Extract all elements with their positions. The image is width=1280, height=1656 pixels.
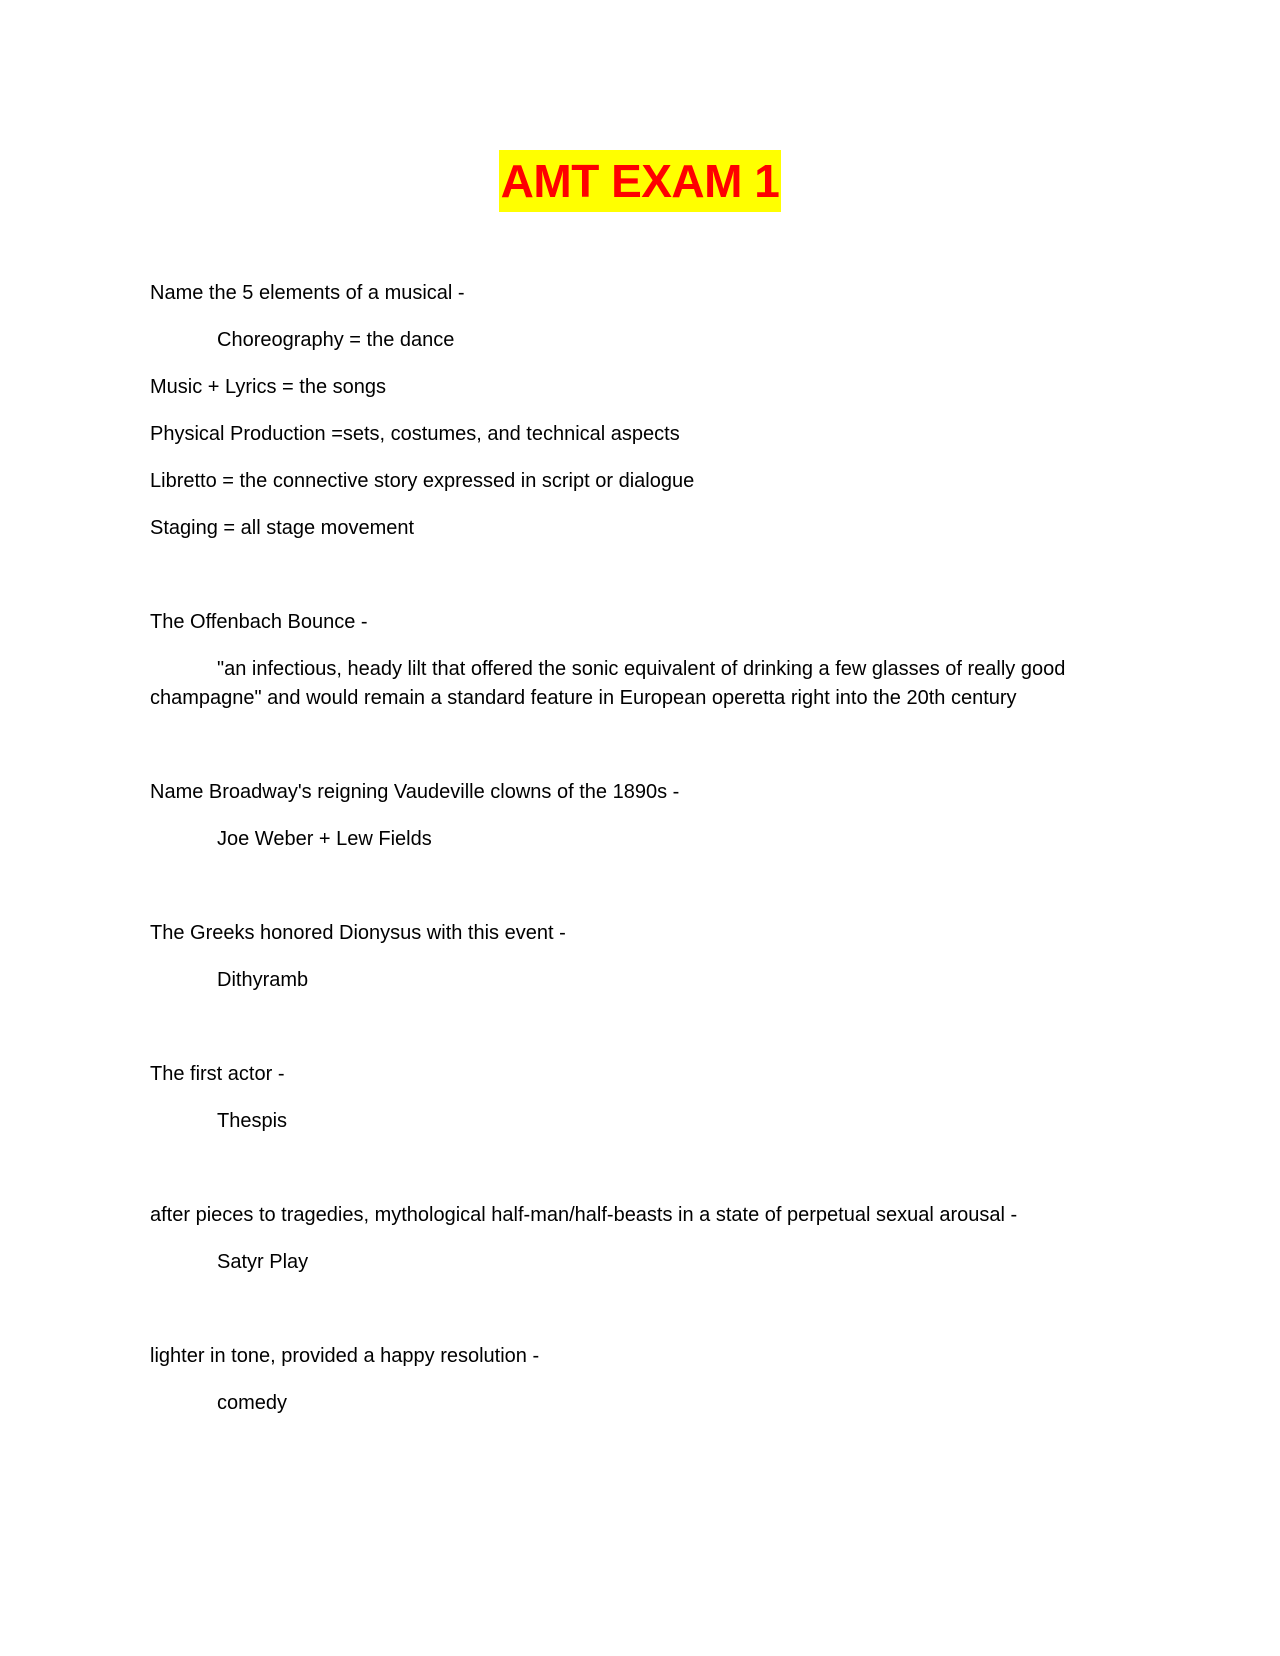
answer-text: Libretto = the connective story expressed in script or dialogue (150, 470, 695, 492)
answer-text: Music + Lyrics = the songs (150, 376, 387, 398)
blank-line (150, 561, 1130, 590)
answer-text: comedy (217, 1392, 288, 1414)
question-text: The first actor - (150, 1063, 285, 1085)
blank-line (150, 1013, 1130, 1042)
question-text: The Offenbach Bounce - (150, 611, 368, 633)
blank-line (150, 1295, 1130, 1324)
document-body (150, 279, 1130, 1436)
question-text: Name Broadway's reigning Vaudeville clowns of the 1890s - (150, 781, 680, 803)
answer-text: Staging = all stage movement (150, 517, 415, 539)
answer-text: Joe Weber + Lew Fields (217, 828, 432, 850)
question-text: The Greeks honored Dionysus with this event - (150, 922, 566, 944)
blank-line (150, 1154, 1130, 1183)
question-text: Name the 5 elements of a musical - (150, 282, 465, 304)
title-container (0, 150, 1280, 212)
blank-line (150, 872, 1130, 901)
question-text: after pieces to tragedies, mythological half-man/half-beasts in a state of perpetual sexual arousal - (150, 1204, 1018, 1226)
document-title: AMT EXAM 1 (499, 150, 782, 212)
answer-text: Dithyramb (217, 969, 309, 991)
answer-text: "an infectious, heady lilt that offered the sonic equivalent of drinking a few glasses of really good champagne" and would remain a standard feature in European operetta right into the 20th century (150, 658, 1066, 709)
question-text: lighter in tone, provided a happy resolution - (150, 1345, 540, 1367)
answer-text: Thespis (217, 1110, 288, 1132)
answer-text: Choreography = the dance (217, 329, 455, 351)
blank-line (150, 731, 1130, 760)
answer-text: Satyr Play (217, 1251, 309, 1273)
answer-text: Physical Production =sets, costumes, and technical aspects (150, 423, 680, 445)
